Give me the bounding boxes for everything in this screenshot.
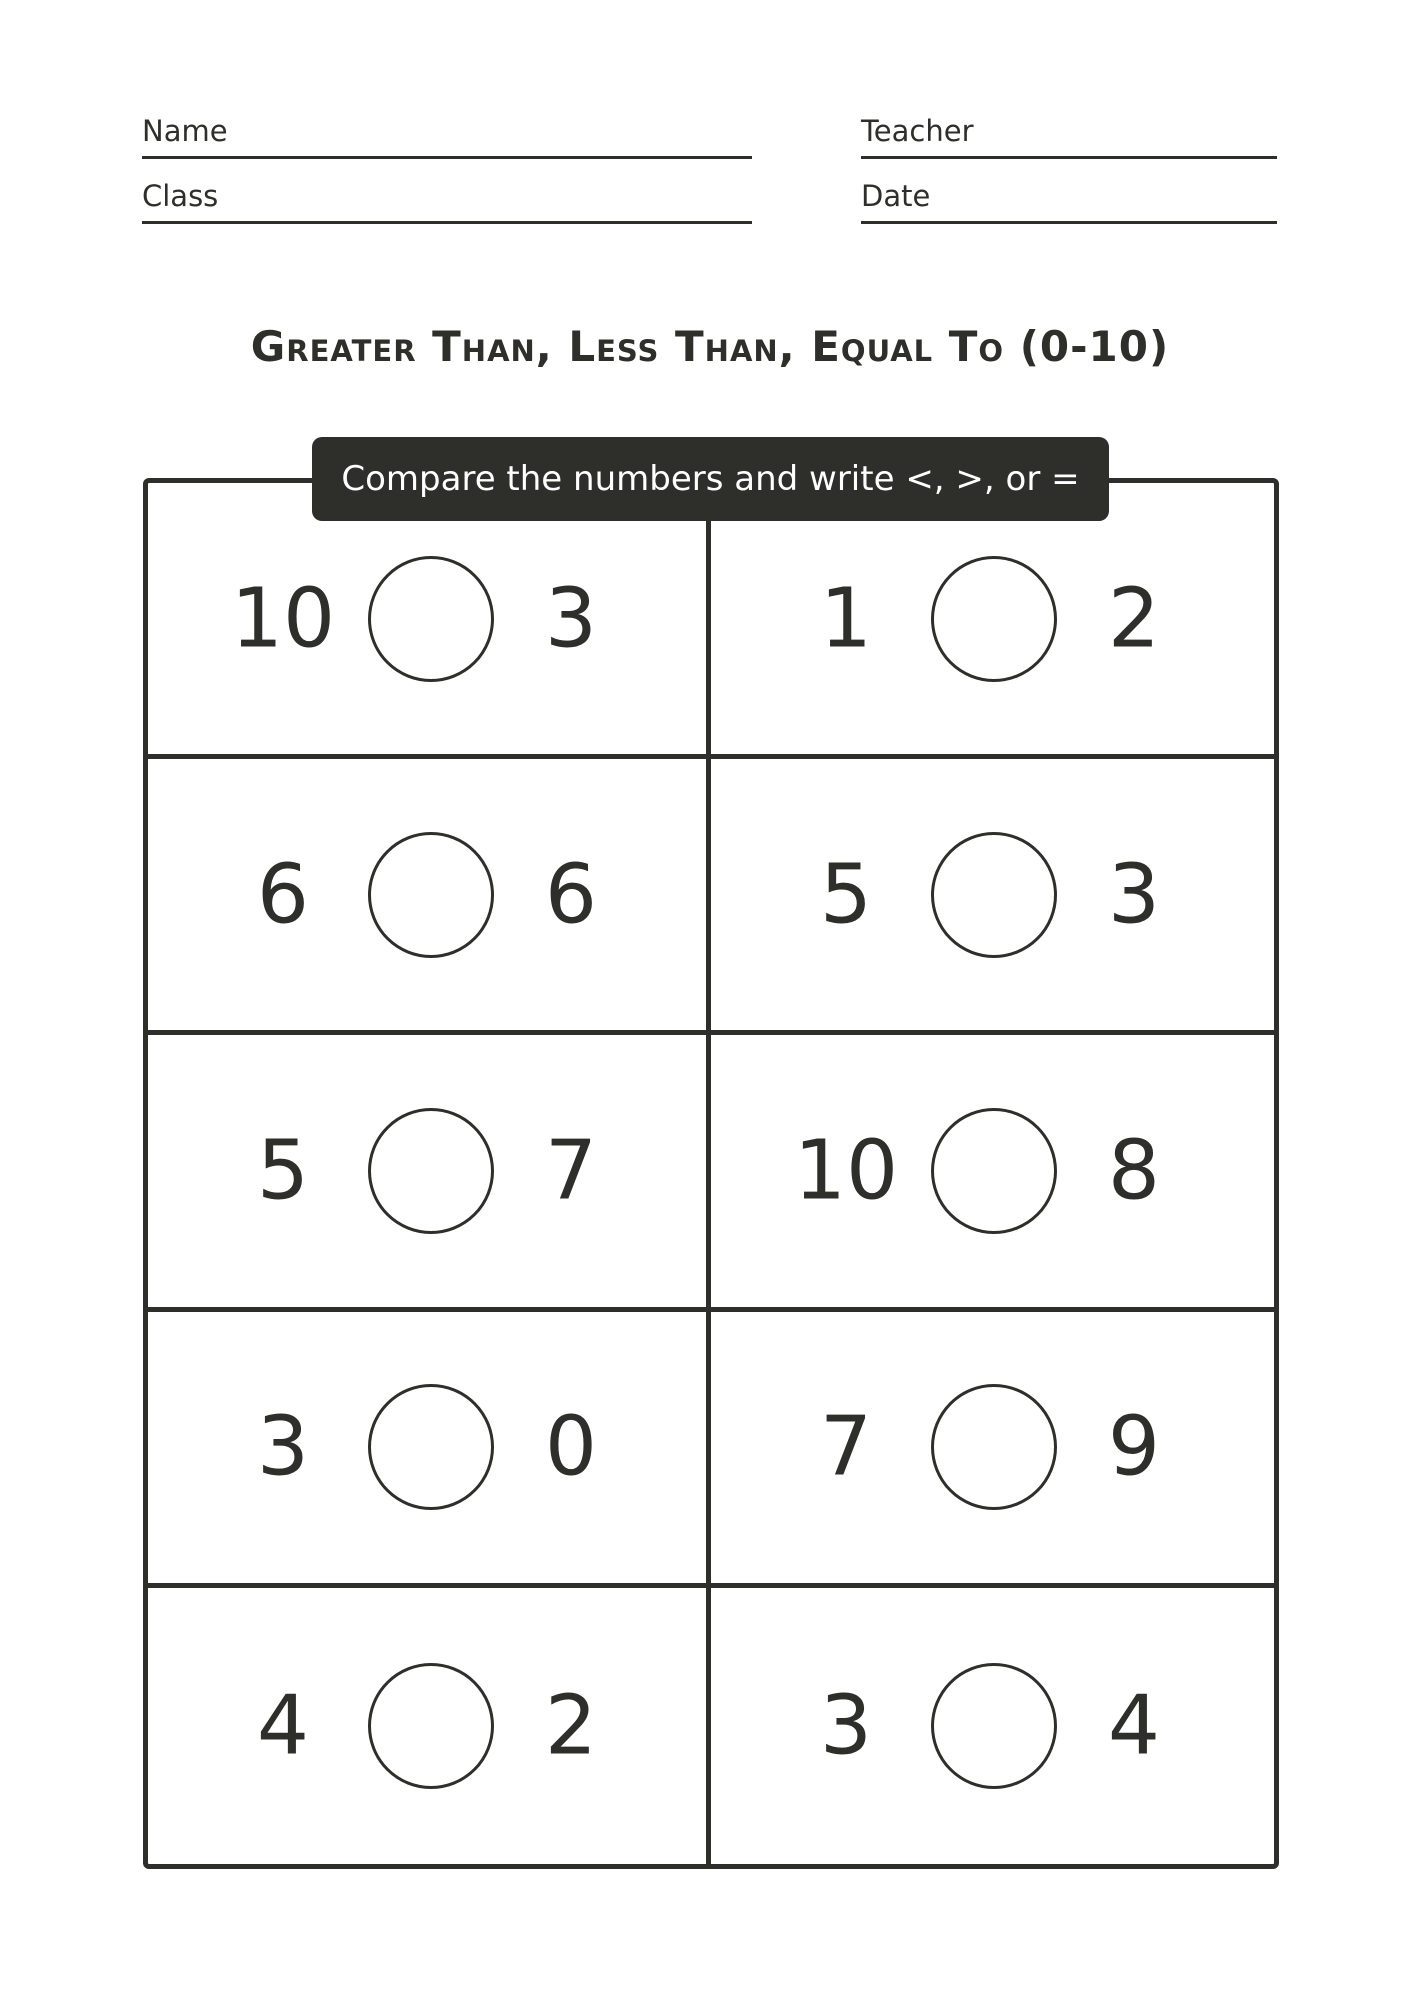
right-number: 8	[1107, 1123, 1161, 1219]
right-number: 2	[544, 1678, 598, 1774]
answer-circle[interactable]	[368, 1663, 494, 1789]
worksheet-title: Greater Than, Less Than, Equal To (0-10)	[250, 322, 1170, 371]
problem-cell	[148, 1312, 711, 1588]
instruction-text: Compare the numbers and write <, >, or =	[341, 459, 1080, 499]
left-number: 4	[256, 1678, 310, 1774]
problem-cell	[711, 759, 1274, 1035]
right-number: 4	[1107, 1678, 1161, 1774]
left-number: 10	[793, 1123, 899, 1219]
right-number: 0	[544, 1399, 598, 1495]
answer-circle[interactable]	[368, 832, 494, 958]
problem-cell	[148, 483, 711, 759]
class-field[interactable]	[142, 179, 752, 224]
right-number: 6	[544, 847, 598, 943]
class-label: Class	[142, 179, 219, 213]
problem-cell	[148, 759, 711, 1035]
left-number: 1	[819, 571, 873, 667]
problem-cell	[148, 1588, 711, 1864]
teacher-label: Teacher	[861, 114, 974, 148]
date-field[interactable]	[861, 179, 1277, 224]
answer-circle[interactable]	[368, 1384, 494, 1510]
problem-cell	[711, 1035, 1274, 1311]
teacher-field[interactable]	[861, 114, 1277, 159]
left-number: 5	[819, 847, 873, 943]
right-number: 2	[1107, 571, 1161, 667]
answer-circle[interactable]	[931, 1108, 1057, 1234]
left-number: 6	[256, 847, 310, 943]
answer-circle[interactable]	[368, 556, 494, 682]
right-number: 3	[544, 571, 598, 667]
name-label: Name	[142, 114, 228, 148]
problem-cell	[711, 483, 1274, 759]
right-number: 9	[1107, 1399, 1161, 1495]
problem-cell	[711, 1312, 1274, 1588]
right-number: 7	[544, 1123, 598, 1219]
name-field[interactable]	[142, 114, 752, 159]
left-number: 7	[819, 1399, 873, 1495]
answer-circle[interactable]	[931, 1663, 1057, 1789]
left-number: 10	[230, 571, 336, 667]
answer-circle[interactable]	[931, 1384, 1057, 1510]
problem-grid	[143, 478, 1279, 1869]
answer-circle[interactable]	[931, 556, 1057, 682]
left-number: 5	[256, 1123, 310, 1219]
left-number: 3	[256, 1399, 310, 1495]
left-number: 3	[819, 1678, 873, 1774]
problem-cell	[148, 1035, 711, 1311]
answer-circle[interactable]	[368, 1108, 494, 1234]
instruction-banner	[312, 437, 1109, 521]
date-label: Date	[861, 179, 931, 213]
problem-cell	[711, 1588, 1274, 1864]
answer-circle[interactable]	[931, 832, 1057, 958]
right-number: 3	[1107, 847, 1161, 943]
